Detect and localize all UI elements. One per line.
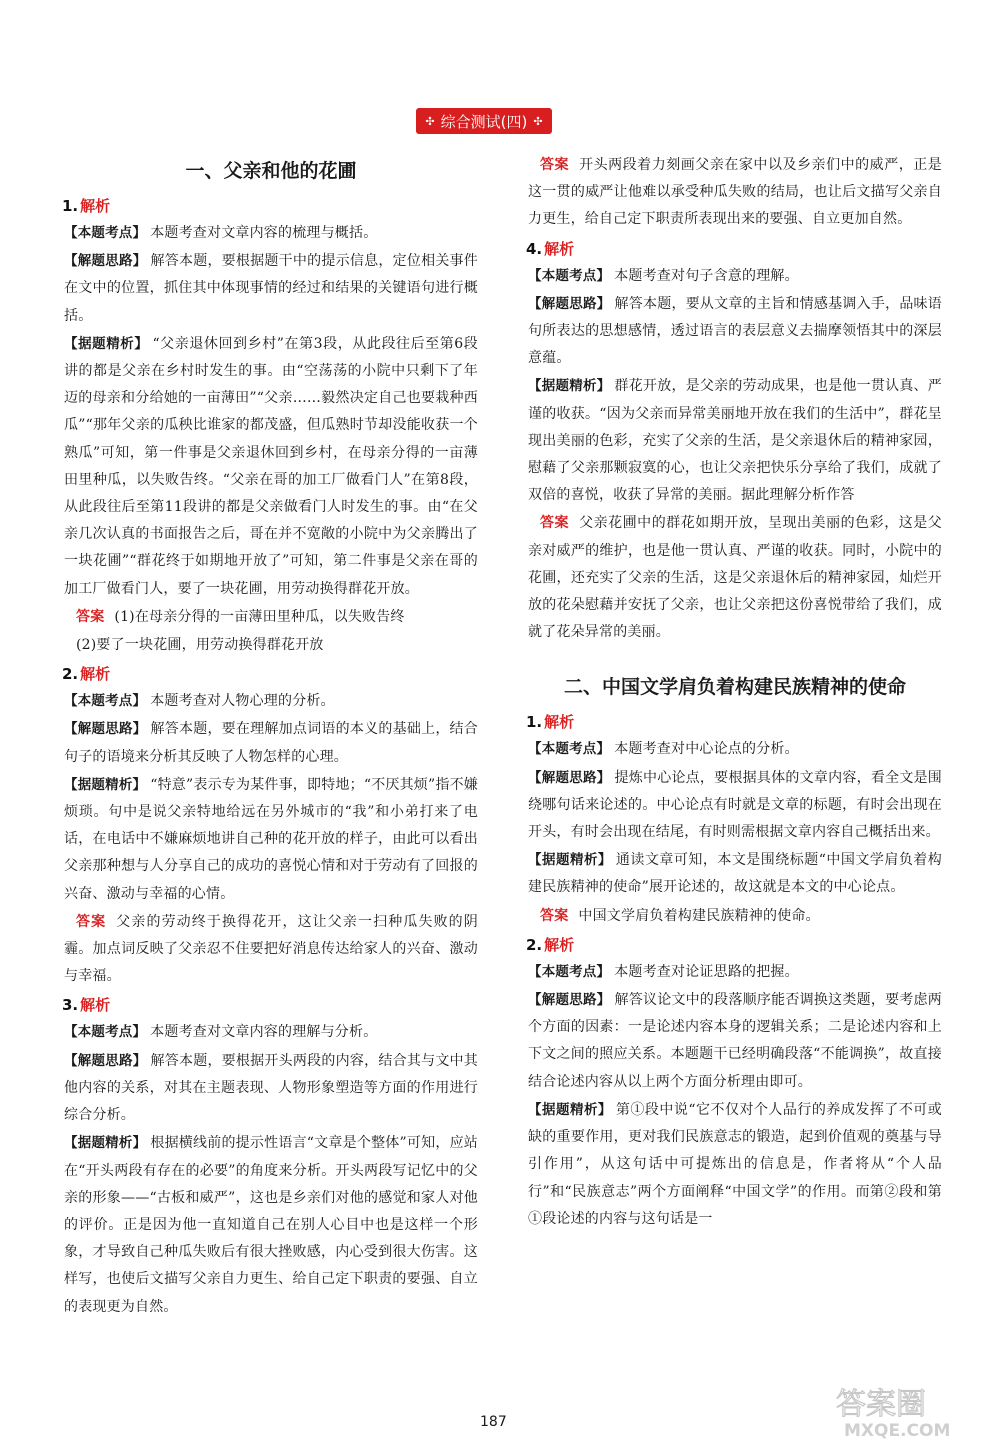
paragraph: 【本题考点】 本题考查对文章内容的理解与分析。 (64, 1024, 378, 1041)
paragraph: 【据题精析】 第①段中说“它不仅对个人品行的养成发挥了不可或缺的重要作用，更对我们民族意志的锻造，起到价值观的奠基与导引作用”，从这句话中可提炼出的信息是，作者将从“个人品行”和“民族意志”两个方面阐释“中国文学”的作用。而第②段和第①段论述的内容与这句话是一 (528, 1101, 942, 1227)
paragraph: 【本题考点】 本题考查对中心论点的分析。 (528, 741, 799, 758)
section-title-2: 二、中国文学肩负着构建民族精神的使命 (563, 676, 906, 699)
paragraph: 【解题思路】 解答议论文中的段落顺序能否调换这类题，要考虑两个方面的因素：一是论述内容本身的逻辑关系；二是论述内容和上下文之间的照应关系。本题题干已经明确段落“不能调换”，故直接结合论述内容从以上两个方面分析理由即可。 (528, 992, 943, 1090)
sparkle-icon: ✣ (425, 114, 435, 128)
paragraph: 【据题精析】 通读文章可知，本文是围绕标题“中国文学肩负着构建民族精神的使命”展开论述的，故这就是本文的中心论点。 (528, 852, 942, 896)
paragraph: 【据题精析】 “父亲退休回到乡村”在第3段，从此段往后至第6段讲的都是父亲在乡村时发生的事。由“空荡荡的小院中只剩下了年迈的母亲和分给她的一亩薄田”“父亲……毅然决定自己也要栽种西瓜”“那年父亲的瓜秧比谁家的都茂盛，但瓜熟时节却没能收获一个熟瓜”可知，第一件事是父亲退休回到乡村，在母亲分得的一亩薄田里种瓜，以失败告终。“父亲在哥的加工厂做看门人”在第8段，从此段往后至第11段讲的都是父亲做看门人时发生的事。由“在父亲几次认真的书面报告之后，哥在并不宽敞的小院中为父亲腾出了一块花圃”“群花终于如期地开放了”可知，第二件事是父亲在哥的加工厂做看门人，要了一块花圃，用劳动换得群花开放。 (64, 335, 478, 597)
test-banner (416, 108, 552, 134)
answer: 答案 父亲花圃中的群花如期开放，呈现出美丽的色彩，这是父亲对威严的维护，也是他一贯认真、严谨的收获。同时，小院中的花圃，还充实了父亲的生活，这是父亲退休后的精神家园，灿烂开放的花朵慰藉并安抚了父亲，也让父亲把这份喜悦带给了我们，成就了花朵异常的美丽。 (528, 515, 942, 641)
paragraph: 【解题思路】 解答本题，要根据开头两段的内容，结合其与文中其他内容的关系，对其在主题表现、人物形象塑造等方面的作用进行综合分析。 (64, 1052, 479, 1124)
paragraph: 【解题思路】 提炼中心论点，要根据具体的文章内容，看全文是围绕哪句话来论述的。中心论点有时就是文章的标题，有时会出现在开头，有时会出现在结尾，有时则需根据文章内容自己概括出来。 (528, 769, 943, 841)
watermark-text: 答案圈 (836, 1387, 926, 1422)
question-header: 1. 解析 (526, 713, 575, 732)
paragraph: 【本题考点】 本题考查对文章内容的梳理与概括。 (64, 225, 378, 241)
right-column (528, 152, 942, 1234)
paragraph: 【解题思路】 解答本题，要在理解加点词语的本义的基础上，结合句子的语境来分析其反映了人物怎样的心理。 (64, 721, 479, 765)
paragraph: 【本题考点】 本题考查对论证思路的把握。 (528, 963, 799, 980)
paragraph: 【本题考点】 本题考查对人物心理的分析。 (64, 693, 335, 710)
paragraph: 【据题精析】 群花开放，是父亲的劳动成果，也是他一贯认真、严谨的收获。“因为父亲而异常美丽地开放在我们的生活中”，群花呈现出美丽的色彩，充实了父亲的生活，是父亲退休后的精神家园，慰藉了父亲那颗寂寞的心，也让父亲把快乐分享给了我们，成就了双倍的喜悦，收获了异常的美丽。据此理解分析作答 (528, 378, 943, 504)
answer: 答案 父亲的劳动终于换得花开，这让父亲一扫种瓜失败的阴霾。加点词反映了父亲忍不住要把好消息传达给家人的兴奋、激动与幸福。 (64, 913, 478, 985)
paragraph: 【本题考点】 本题考查对句子含意的理解。 (528, 267, 799, 284)
paragraph: 【解题思路】 解答本题，要从文章的主旨和情感基调入手，品味语句所表达的思想感情，透过语言的表层意义去揣摩领悟其中的深层意蕴。 (528, 295, 943, 367)
watermark-sub: MXQE.COM (844, 1421, 951, 1440)
answer: 答案 开头两段着力刻画父亲在家中以及乡亲们中的威严，正是这一贯的威严让他难以承受种瓜失败的结局，也让后文描写父亲自力更生，给自己定下职责所表现出来的要强、自立更加自然。 (528, 157, 942, 228)
watermark-logo (832, 1378, 982, 1440)
left-column (64, 150, 478, 1322)
answer: 答案 中国文学肩负着构建民族精神的使命。 (540, 907, 820, 924)
banner-title: 综合测试(四) (440, 112, 528, 131)
question-header: 1. 解析 (62, 197, 111, 215)
question-header: 4. 解析 (526, 239, 575, 258)
paragraph: 【解题思路】 解答本题，要根据题干中的提示信息，定位相关事件在文中的位置，抓住其中体现事情的经过和结果的关键语句进行概括。 (64, 253, 479, 324)
answer: 答案 (1)在母亲分得的一亩薄田里种瓜，以失败告终 (76, 608, 405, 625)
question-header: 3. 解析 (62, 996, 111, 1015)
paragraph: 【据题精析】 “特意”表示专为某件事，即特地；“不厌其烦”指不嫌烦琐。句中是说父亲特地给远在另外城市的“我”和小弟打来了电话，在电话中不嫌麻烦地讲自己种的花开放的样子，由此可以看出父亲那种想与人分享自己的成功的喜悦心情和对于劳动有了回报的兴奋、激动与幸福的心情。 (64, 776, 478, 902)
paragraph: 【据题精析】 根据横线前的提示性语言“文章是个整体”可知，应站在“开头两段有存在的必要”的角度来分析。开头两段写记忆中的父亲的形象——“古板和威严”，这也是乡亲们对他的感觉和家人对他的评价。正是因为他一直知道自己在别人心目中也是这样一个形象，才导致自己种瓜失败后有很大挫败感，内心受到很大伤害。这样写，也使后文描写父亲自力更生、给自己定下职责的要强、自立的表现更为自然。 (64, 1135, 478, 1315)
answer-line: (2)要了一块花圃，用劳动换得群花开放 (76, 637, 324, 654)
question-header: 2. 解析 (62, 665, 111, 684)
section-title-1: 一、父亲和他的花圃 (185, 160, 357, 182)
page-number: 187 (480, 1414, 507, 1430)
question-header: 2. 解析 (526, 935, 575, 954)
sparkle-icon: ✣ (533, 114, 543, 128)
